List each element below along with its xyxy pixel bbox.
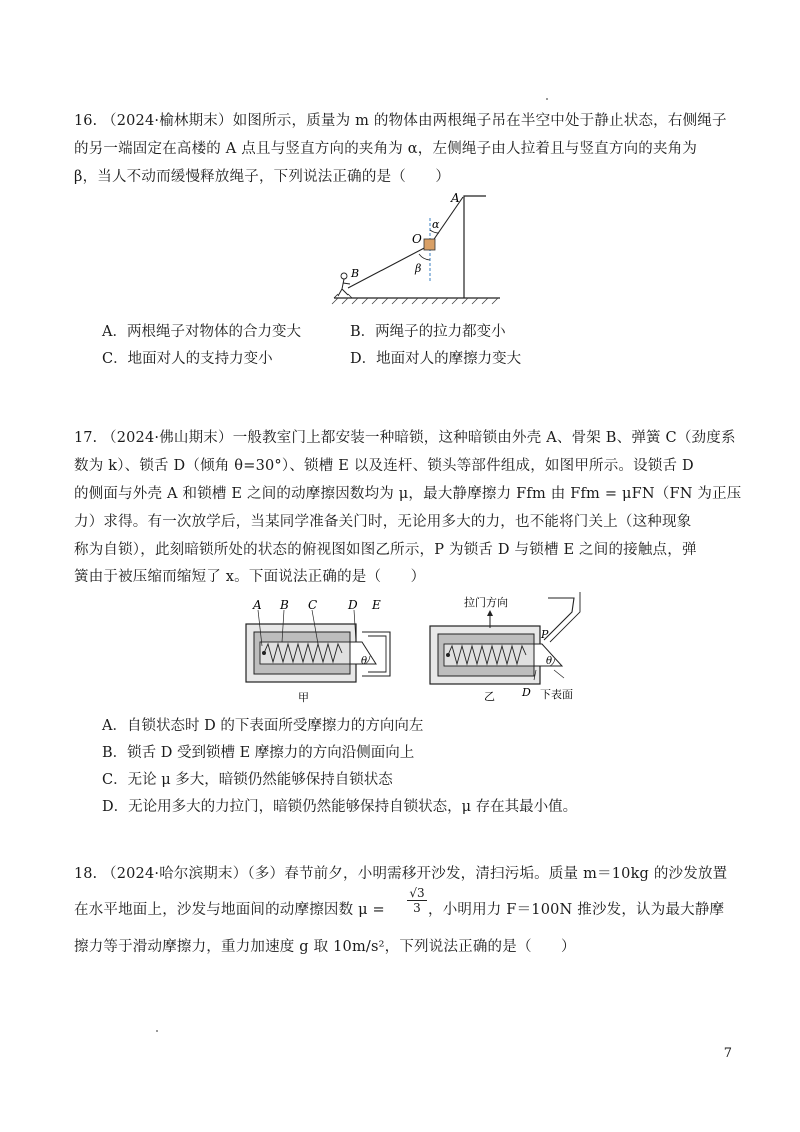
q18-line-2b: ，小明用力 F＝100N 推沙发，认为最大静摩	[428, 902, 725, 918]
q16-number: 16.	[74, 113, 98, 129]
q18-line-1: （2024·哈尔滨期末）（多）春节前夕，小明需移开沙发，清扫污垢。质量 m＝10kg 的沙发放置	[102, 866, 728, 882]
q16-line-3: β，当人不动而缓慢释放绳子，下列说法正确的是（ ）	[74, 169, 451, 185]
jia-label-B: B	[280, 598, 289, 612]
q16-option-D: D．地面对人的摩擦力变大	[350, 351, 522, 367]
yi-label-theta: θ	[546, 656, 553, 667]
q17-option-D: D．无论用多大的力拉门，暗锁仍然能够保持自锁状态，μ 存在其最小值。	[102, 799, 578, 815]
q17-line-3: 的侧面与外壳 A 和锁槽 E 之间的动摩擦因数均为 μ，最大静摩擦力 Ffm 由 Ffm = μFN（FN 为正压	[74, 486, 742, 502]
page-number: 7	[723, 1046, 732, 1061]
q17-line-5: 称为自锁），此刻暗锁所处的状态的俯视图如图乙所示，P 为锁舌 D 与锁槽 E 之间的接触点，弹	[74, 542, 697, 558]
scan-dot-2	[156, 1030, 158, 1032]
q17-line-4: 力）求得。有一次放学后，当某同学准备关门时，无论用多大的力，也不能将门关上（这种现象	[74, 514, 692, 530]
jia-caption: 甲	[298, 691, 309, 704]
yi-label-D: D	[522, 686, 531, 699]
jia-label-A: A	[253, 598, 262, 612]
q17-line-2: 数为 k）、锁舌 D（倾角 θ=30°）、锁槽 E 以及连杆、锁头等部件组成，如图甲所示。设锁舌 D	[74, 458, 694, 474]
q17-number: 17.	[74, 430, 98, 446]
yi-label-pull: 拉门方向	[464, 596, 508, 609]
yi-label-bottom: 下表面	[540, 688, 573, 701]
scan-dot-1	[546, 98, 548, 100]
q16-label-A: A	[451, 191, 460, 205]
q18-fraction-denominator: 3	[413, 901, 421, 915]
q18-line-2a: 在水平地面上，沙发与地面间的动摩擦因数 μ =	[74, 902, 385, 918]
q16-label-alpha: α	[432, 218, 440, 231]
yi-label-P: P	[541, 628, 549, 641]
q17-option-B: B．锁舌 D 受到锁槽 E 摩擦力的方向沿侧面向上	[102, 745, 415, 761]
q16-label-O: O	[412, 232, 422, 246]
jia-label-C: C	[308, 598, 318, 612]
q16-option-A: A．两根绳子对物体的合力变大	[102, 324, 301, 340]
q17-line-1: （2024·佛山期末）一般教室门上都安装一种暗锁，这种暗锁由外壳 A、骨架 B、弹簧 C（劲度系	[102, 430, 736, 446]
q18-fraction-numerator: √3	[407, 886, 427, 901]
q16-option-B: B．两绳子的拉力都变小	[350, 324, 506, 340]
jia-label-E: E	[372, 598, 381, 612]
q17-figure-jia	[240, 596, 410, 708]
q17-option-C: C．无论 μ 多大，暗锁仍然能够保持自锁状态	[102, 772, 393, 788]
q16-label-beta: β	[415, 262, 422, 275]
yi-caption: 乙	[484, 690, 495, 703]
q16-line-1: （2024·榆林期末）如图所示，质量为 m 的物体由两根绳子吊在半空中处于静止状态，右侧绳子	[102, 113, 727, 129]
q16-label-B: B	[351, 267, 360, 280]
q17-option-A: A．自锁状态时 D 的下表面所受摩擦力的方向向左	[102, 718, 424, 734]
q17-line-6: 簧由于被压缩而缩短了 x。下面说法正确的是（ ）	[74, 569, 426, 585]
q16-figure	[326, 190, 506, 305]
q16-line-2: 的另一端固定在高楼的 A 点且与竖直方向的夹角为 α，左侧绳子由人拉着且与竖直方向的夹角为	[74, 141, 698, 157]
q18-number: 18.	[74, 866, 98, 882]
jia-label-theta: θ	[361, 656, 368, 667]
q16-option-C: C．地面对人的支持力变小	[102, 351, 273, 367]
jia-label-D: D	[348, 598, 358, 612]
q18-line-3: 擦力等于滑动摩擦力，重力加速度 g 取 10m/s²，下列说法正确的是（ ）	[74, 939, 576, 955]
q17-figure-yi	[424, 592, 594, 708]
q18-fraction	[407, 886, 427, 915]
